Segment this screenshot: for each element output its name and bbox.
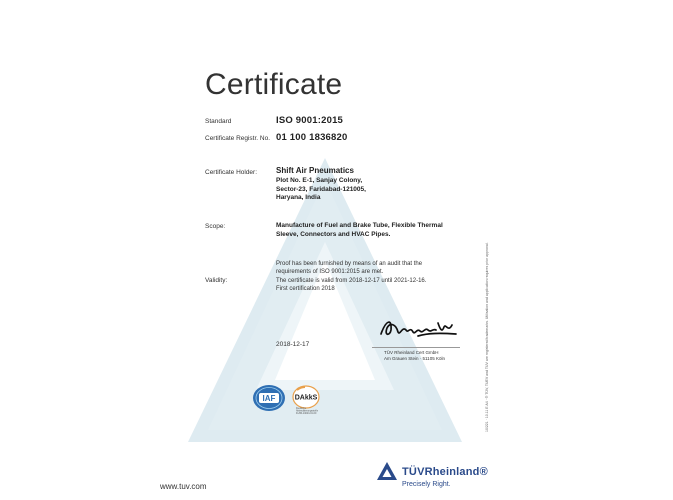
dakks-logo-text: DAkkS bbox=[294, 394, 318, 402]
standard-value: ISO 9001:2015 bbox=[276, 115, 344, 126]
iaf-logo-icon bbox=[252, 384, 286, 412]
register-label: Certificate Registr. No. bbox=[205, 135, 271, 142]
proof-line: Proof has been furnished by means of an audit that the bbox=[276, 261, 423, 267]
scope-line: Manufacture of Fuel and Brake Tube, Flexible Thermal bbox=[276, 222, 443, 229]
certificate-date: 2018-12-17 bbox=[276, 341, 310, 348]
dakks-logo-icon bbox=[291, 385, 341, 415]
address-line: Plot No. E-1, Sanjay Colony, bbox=[276, 177, 363, 184]
dakks-sub-line: D-ZM-14024-01-00 bbox=[296, 412, 317, 415]
holder-label: Certificate Holder: bbox=[205, 169, 258, 176]
proof-text bbox=[276, 260, 422, 276]
validity-line: First certification 2018 bbox=[276, 286, 335, 292]
iaf-logo-text: IAF bbox=[262, 394, 276, 404]
issuer-line: TÜV Rheinland Cert GmbH bbox=[384, 350, 439, 355]
validity-text bbox=[276, 277, 426, 293]
address-line: Sector-23, Faridabad-121005, bbox=[276, 185, 366, 193]
dakks-sub-line: Akkreditierungsstelle bbox=[296, 409, 319, 413]
validity-label: Validity: bbox=[205, 277, 228, 284]
validity-line: The certificate is valid from 2018-12-17 until 2021-12-16. bbox=[276, 278, 427, 284]
tuv-brand: TÜVRheinland® bbox=[402, 466, 488, 478]
vertical-fine-print: 10/221 · 10.11 E A4 · ® TÜV, TUEV and TUV are registered trademarks. Utilisation and application requires prior approval. bbox=[485, 242, 489, 432]
proof-line: requirements of ISO 9001:2015 are met. bbox=[276, 269, 384, 275]
dakks-sub-line: Deutsche bbox=[296, 407, 307, 410]
scope-line: Sleeve, Connectors and HVAC Pipes. bbox=[276, 230, 391, 238]
certificate-title: Certificate bbox=[205, 68, 343, 101]
address-line: Haryana, India bbox=[276, 194, 321, 202]
standard-label: Standard bbox=[205, 118, 232, 125]
holder-name: Shift Air Pneumatics bbox=[276, 166, 354, 175]
tuv-logo-icon bbox=[376, 461, 398, 481]
signature-line bbox=[372, 347, 460, 348]
signature-icon bbox=[378, 314, 460, 340]
scope-label: Scope: bbox=[205, 223, 226, 230]
register-value: 01 100 1836820 bbox=[276, 132, 348, 143]
footer-url[interactable]: www.tuv.com bbox=[160, 482, 207, 491]
scope-text bbox=[276, 222, 443, 239]
holder-address bbox=[276, 177, 366, 203]
tuv-slogan: Precisely Right. bbox=[402, 481, 451, 488]
issuer-line: Am Grauen Stein · 51105 Köln bbox=[384, 356, 445, 361]
issuer-block bbox=[384, 350, 445, 362]
